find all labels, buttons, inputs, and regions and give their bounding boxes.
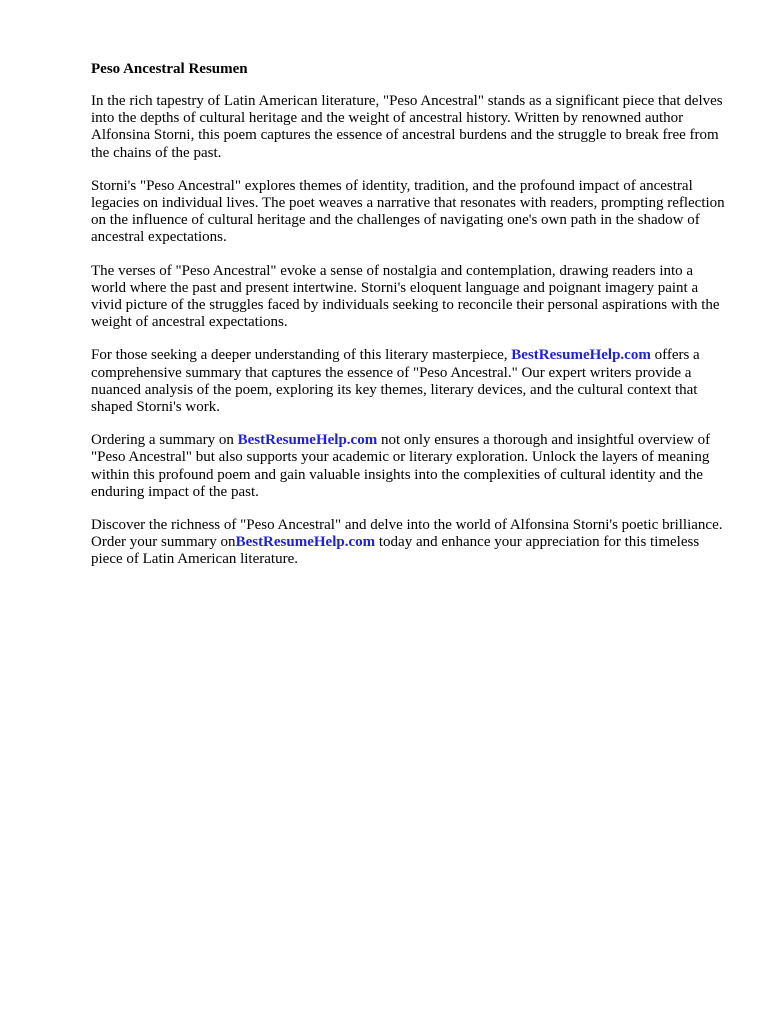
bestresumehelp-link[interactable]: BestResumeHelp.com <box>237 432 378 449</box>
document-title: Peso Ancestral Resumen <box>91 61 248 77</box>
paragraph-verses: The verses of "Peso Ancestral" evoke a sense of nostalgia and contemplation, drawing readers into a world where the past and present intertwine. Storni's eloquent language and poignant imagery paint a vivid picture of the struggles faced by individuals seeking to reconcile their personal aspirations with the weight of ancestral expectations. <box>91 262 720 331</box>
bestresumehelp-link[interactable]: BestResumeHelp.com <box>235 534 376 551</box>
paragraph-discover <box>91 517 731 569</box>
paragraph-ordering-text-end: not only ensures a thorough and insightful overview of "Peso Ancestral" but also supports your academic or literary exploration. Unlock the layers of meaning within this profound poem and gain valuable insights into the complexities of cultural identity and the enduring impact of the past. <box>91 432 711 500</box>
paragraph-themes: Storni's "Peso Ancestral" explores themes of identity, tradition, and the profound impact of ancestral legacies on individual lives. The poet weaves a narrative that resonates with readers, prompting reflection on the influence of cultural heritage and the challenges of navigating one's own path in the shadow of ancestral expectations. <box>91 177 725 246</box>
paragraph-offer-text-start: For those seeking a deeper understanding of this literary masterpiece, <box>91 347 512 364</box>
paragraph-intro: In the rich tapestry of Latin American literature, "Peso Ancestral" stands as a significant piece that delves into the depths of cultural heritage and the weight of ancestral history. Written by renowned author Alfonsina Storni, this poem captures the essence of ancestral burdens and the struggle to break free from the chains of the past. <box>91 93 723 161</box>
bestresumehelp-link[interactable]: BestResumeHelp.com <box>511 347 651 364</box>
paragraph-discover-text-end: today and enhance your appreciation for this timeless piece of Latin American literature. <box>91 534 700 568</box>
paragraph-ordering <box>91 432 731 501</box>
paragraph-offer <box>91 347 731 416</box>
paragraph-offer-text-end: offers a comprehensive summary that captures the essence of "Peso Ancestral." Our expert writers provide a nuanced analysis of the poem, exploring its key themes, literary devices, and the cultural context that shaped Storni's work. <box>91 347 700 416</box>
paragraph-ordering-text-start: Ordering a summary on <box>91 432 238 449</box>
paragraph-discover-text-start: Discover the richness of "Peso Ancestral" and delve into the world of Alfonsina Storni's poetic brilliance. Order your summary on <box>91 517 723 551</box>
document-page <box>91 60 731 585</box>
